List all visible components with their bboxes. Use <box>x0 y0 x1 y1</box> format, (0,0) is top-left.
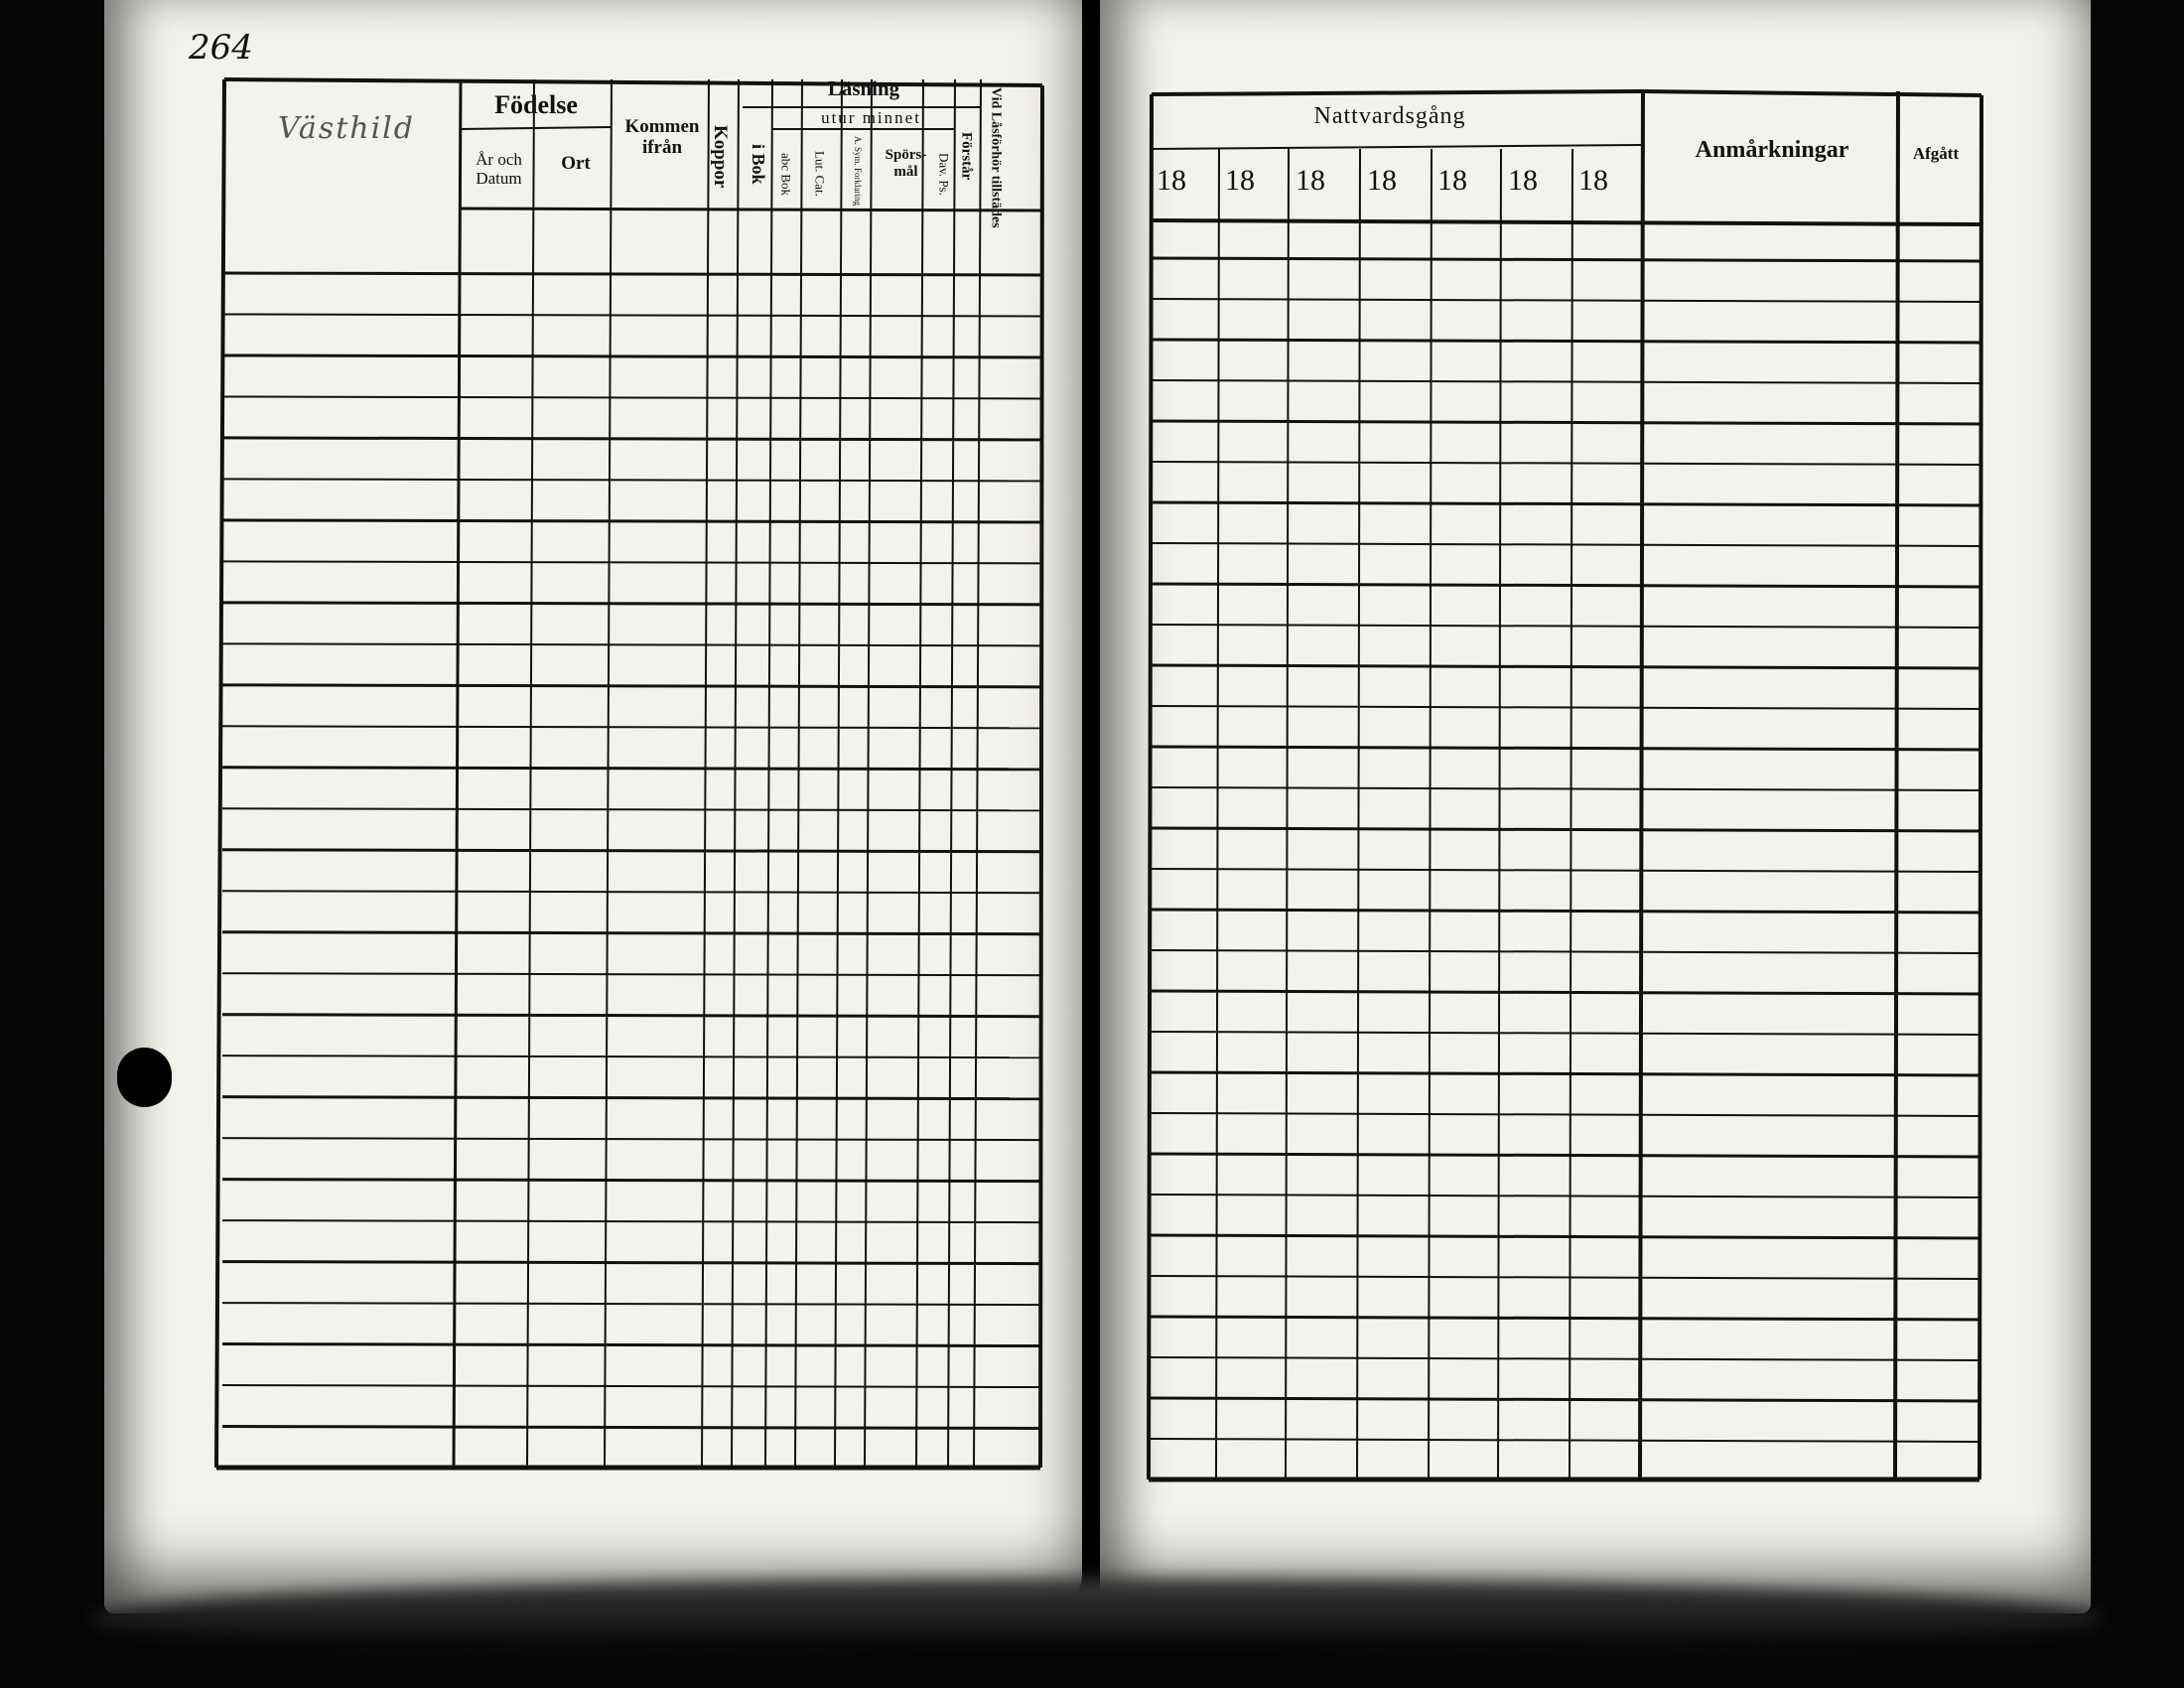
right-table-row-rule <box>1150 1032 1981 1035</box>
right-table-row-rule <box>1150 1235 1981 1238</box>
right-table-row-rule <box>1150 462 1981 465</box>
header-fodelse: Födelse <box>494 90 578 119</box>
right-column-rule <box>1640 91 1643 1479</box>
year-header-7: 18 <box>1578 164 1608 197</box>
right-table-row-rule <box>1150 747 1981 750</box>
header-anmarkningar: Anmårkningar <box>1695 137 1849 163</box>
right-table-row-rule <box>1150 1357 1981 1360</box>
right-table-row-rule <box>1150 380 1981 383</box>
year-header-4: 18 <box>1367 164 1397 197</box>
right-table-row-rule <box>1150 340 1981 343</box>
right-table-row-rule <box>1150 421 1981 424</box>
year-header-2: 18 <box>1225 164 1255 197</box>
page-number: 264 <box>189 28 253 68</box>
header-lut-cat: Lut. Cat. <box>812 151 828 197</box>
right-table-top-border-2 <box>1643 91 1981 95</box>
right-column-rule <box>1286 149 1289 1479</box>
right-column-rule <box>1570 149 1572 1479</box>
right-table-right-border <box>1979 95 1981 1479</box>
right-table-row-rule <box>1150 910 1981 913</box>
right-column-rule <box>1357 149 1360 1479</box>
right-table-row-rule <box>1150 828 1981 831</box>
header-ar-och-datum: År och Datum <box>476 150 522 188</box>
right-table-row-rule <box>1150 299 1981 302</box>
header-forstar: Förstår <box>958 132 975 181</box>
right-table-row-rule <box>1150 543 1981 546</box>
year-header-5: 18 <box>1437 164 1467 197</box>
right-table-row-rule <box>1150 584 1981 587</box>
right-table-row-rule <box>1150 706 1981 709</box>
header-a-sym-forklaring: A. Sym. Forklaring <box>852 136 863 207</box>
right-column-rule <box>1895 91 1898 1479</box>
right-table-row-rule <box>1150 502 1981 505</box>
right-header-bottom-rule <box>1152 220 1981 224</box>
right-table-row-rule <box>1150 1072 1981 1075</box>
header-afgatt: Afgått <box>1912 144 1960 163</box>
header-vid-lasforhor: Vid Låsförhör tillstädes <box>988 87 1004 228</box>
right-table-row-rule <box>1150 1195 1981 1197</box>
year-header-1: 18 <box>1157 164 1186 197</box>
header-koppor: Koppor <box>709 124 731 189</box>
year-header-3: 18 <box>1296 164 1325 197</box>
header-utur-minnet: utur minnet <box>821 108 921 127</box>
nattvard-subheader-rule <box>1152 145 1643 149</box>
header-ort: Ort <box>561 153 591 174</box>
right-table-row-rule <box>1150 258 1981 261</box>
right-table-top-border <box>1152 91 1643 94</box>
right-table-row-rule <box>1150 1398 1981 1401</box>
header-nattvardsgang: Nattvardsgång <box>1313 103 1466 129</box>
right-table-row-rule <box>1150 869 1981 872</box>
year-header-6: 18 <box>1508 164 1538 197</box>
right-table-row-rule <box>1150 1439 1981 1442</box>
header-dav-ps: Dav. Ps. <box>936 152 952 196</box>
header-kommen-ifran: Kommen ifrån <box>624 116 700 158</box>
header-sporsmal: Spörs- mål <box>885 147 927 180</box>
right-table-row-rule <box>1150 1317 1981 1320</box>
header-lasning: Läsning <box>827 76 900 100</box>
right-table-row-rule <box>1150 991 1981 994</box>
header-abc-bok: abc Bok <box>778 152 794 196</box>
right-column-rule <box>1498 149 1501 1479</box>
right-table-row-rule <box>1150 1154 1981 1157</box>
right-table-row-rule <box>1150 787 1981 790</box>
right-table-row-rule <box>1150 1113 1981 1116</box>
right-table-row-rule <box>1150 625 1981 628</box>
right-column-rule <box>1429 149 1432 1479</box>
right-table-row-rule <box>1150 665 1981 668</box>
handwritten-place-name: Västhild <box>278 111 415 146</box>
right-table-row-rule <box>1150 950 1981 953</box>
right-table-row-rule <box>1150 1276 1981 1279</box>
right-column-rule <box>1216 149 1219 1479</box>
header-i-bok: i Bok <box>748 143 768 185</box>
